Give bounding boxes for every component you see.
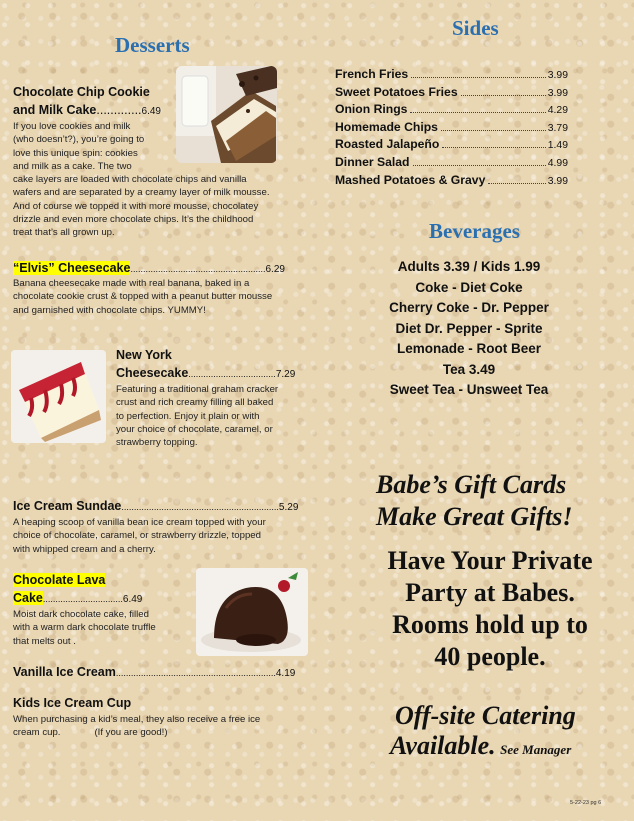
beverage-line: Coke - Diet Coke: [415, 279, 523, 295]
ny-title-row: Cheesecake...................................7.29: [116, 366, 296, 380]
cookie-cake-description: [13, 120, 293, 240]
cookie-cake-title-row: and Milk Cake.............6.49: [13, 103, 161, 117]
side-name: Homemade Chips: [335, 119, 438, 134]
desc-line: Moist dark chocolate cake, filled: [13, 609, 149, 620]
side-item: [335, 173, 568, 191]
ny-cheesecake-photo: [11, 350, 106, 443]
sundae-description: [13, 516, 313, 556]
catering-line-2: Available.: [390, 731, 496, 760]
beverages-list: [360, 257, 578, 401]
gift-cards-line-2: Make Great Gifts!: [376, 502, 573, 531]
cookie-cake-title-1: Chocolate Chip Cookie: [13, 85, 150, 99]
side-price: 3.99: [547, 87, 568, 99]
side-price: 4.99: [547, 157, 568, 169]
kids-desc-a: cream cup.: [13, 727, 61, 739]
side-price: 3.99: [547, 175, 568, 187]
desc-line: and milk as a cake. The two: [13, 160, 132, 172]
desc-line: crust and rich creamy filling all baked: [116, 397, 274, 409]
see-manager: See Manager: [500, 742, 572, 757]
desc-line: chocolate cookie crust & topped with a peanut butter mousse: [13, 291, 273, 303]
lava-title-1: Chocolate Lava: [13, 573, 106, 587]
elvis-description: [13, 277, 313, 317]
desc-line: love this unique spin: cookies: [13, 147, 138, 159]
party-line: 40 people.: [434, 642, 546, 671]
ny-title-2: Cheesecake: [116, 366, 189, 380]
beverage-line: Lemonade - Root Beer: [396, 341, 542, 356]
desc-line: choice of chocolate, caramel, or strawberry drizzle, topped: [13, 530, 261, 542]
side-name: Roasted Jalapeño: [335, 137, 440, 152]
desc-line: and garnished with chocolate chips. YUMMY!: [13, 304, 206, 316]
page-footer-code: 5-22-23 pg 6: [570, 800, 602, 806]
desc-line: If you love cookies and milk: [13, 121, 131, 132]
side-item: [335, 120, 568, 138]
cookie-cake-price: 6.49: [141, 106, 161, 117]
beverage-line: Adults 3.39 / Kids 1.99: [397, 259, 541, 274]
desc-line: And of course we topped it with more mousse, chocolatey: [13, 200, 259, 212]
beverage-line: Tea 3.49: [442, 361, 496, 377]
vanilla-price: 4.19: [275, 668, 296, 679]
desserts-heading: Desserts: [115, 33, 190, 57]
side-name: Sweet Potatoes Fries: [335, 84, 458, 99]
catering-line-2-row: [390, 731, 571, 761]
desc-line: A heaping scoop of vanilla bean ice cream topped with your: [13, 517, 266, 528]
desc-line: Featuring a traditional graham cracker: [116, 384, 279, 395]
side-name: Onion Rings: [335, 102, 408, 117]
side-price: 3.79: [547, 122, 568, 134]
lava-price: 6.49: [122, 594, 143, 605]
desc-line: (who doesn’t?), you’re going to: [13, 134, 145, 146]
side-price: 3.99: [547, 70, 568, 81]
desc-line: to perfection. Enjoy it plain or with: [116, 410, 260, 422]
desc-line: with whipped cream and a cherry.: [13, 543, 156, 555]
elvis-title: “Elvis” Cheesecake: [13, 261, 131, 275]
private-party-promo: [352, 545, 628, 673]
side-item: [335, 67, 568, 85]
sides-heading: Sides: [452, 16, 499, 40]
ny-description: [116, 383, 306, 449]
side-price: 1.49: [547, 140, 568, 152]
side-item: [335, 155, 568, 173]
kids-desc-b: (If you are good!): [94, 727, 168, 739]
side-price: 4.29: [547, 105, 568, 117]
desc-line-2: [13, 726, 313, 739]
party-line: Party at Babes.: [405, 578, 575, 607]
desc-line: drizzle and even more chocolate chips. It’s the childhood: [13, 214, 254, 226]
lava-title-1-row: [13, 572, 105, 589]
side-item: [335, 137, 568, 155]
vanilla-title: Vanilla Ice Cream: [13, 665, 116, 679]
lava-description: [13, 608, 193, 648]
party-line: Rooms hold up to: [392, 610, 588, 639]
side-name: Dinner Salad: [335, 154, 410, 169]
beverages-heading: Beverages: [429, 219, 520, 243]
sides-list: [335, 67, 568, 190]
desc-line: your choice of chocolate, caramel, or: [116, 423, 273, 435]
beverage-line: Cherry Coke - Dr. Pepper: [389, 300, 549, 315]
side-item: [335, 85, 568, 103]
sundae-title-row: Ice Cream Sundae...............................................................5.29: [13, 499, 299, 513]
elvis-title-row: “Elvis” Cheesecake......................................................6.29: [13, 261, 285, 275]
side-item: [335, 102, 568, 120]
cookie-cake-title-2: and Milk Cake: [13, 103, 97, 117]
sundae-title: Ice Cream Sundae: [13, 499, 122, 513]
side-name: Mashed Potatoes & Gravy: [335, 172, 486, 187]
lava-title-row: Cake................................6.49: [13, 591, 143, 605]
desc-line: cake layers are loaded with chocolate chips and vanilla: [13, 174, 247, 186]
elvis-price: 6.29: [265, 264, 285, 275]
lava-title-2: Cake: [13, 591, 43, 605]
desc-line: that melts out .: [13, 635, 76, 647]
desc-line: wafers and are separated by a creamy layer of milk mousse.: [13, 187, 270, 199]
lava-cake-photo: [196, 568, 308, 656]
catering-line-1: Off-site Catering: [395, 701, 576, 730]
desc-line: Banana cheesecake made with real banana, baked in a: [13, 278, 250, 289]
desc-line: treat that’s all grown up.: [13, 227, 115, 239]
side-name: French Fries: [335, 67, 409, 81]
party-line: Have Your Private: [387, 546, 593, 575]
kids-title: Kids Ice Cream Cup: [13, 696, 132, 710]
gift-cards-line-1: Babe’s Gift Cards: [376, 470, 567, 499]
vanilla-title-row: Vanilla Ice Cream................................................................4.19: [13, 665, 296, 679]
beverage-line: Diet Dr. Pepper - Sprite: [395, 320, 543, 336]
desc-line: When purchasing a kid’s meal, they also receive a free ice: [13, 714, 261, 725]
kids-description: [13, 713, 313, 740]
ny-title-1: New York: [116, 348, 172, 362]
desc-line: with a warm dark chocolate truffle: [13, 622, 156, 634]
desc-line: strawberry topping.: [116, 437, 198, 449]
ny-price: 7.29: [275, 369, 296, 380]
beverage-line: Sweet Tea - Unsweet Tea: [389, 382, 549, 397]
sundae-price: 5.29: [278, 502, 299, 513]
